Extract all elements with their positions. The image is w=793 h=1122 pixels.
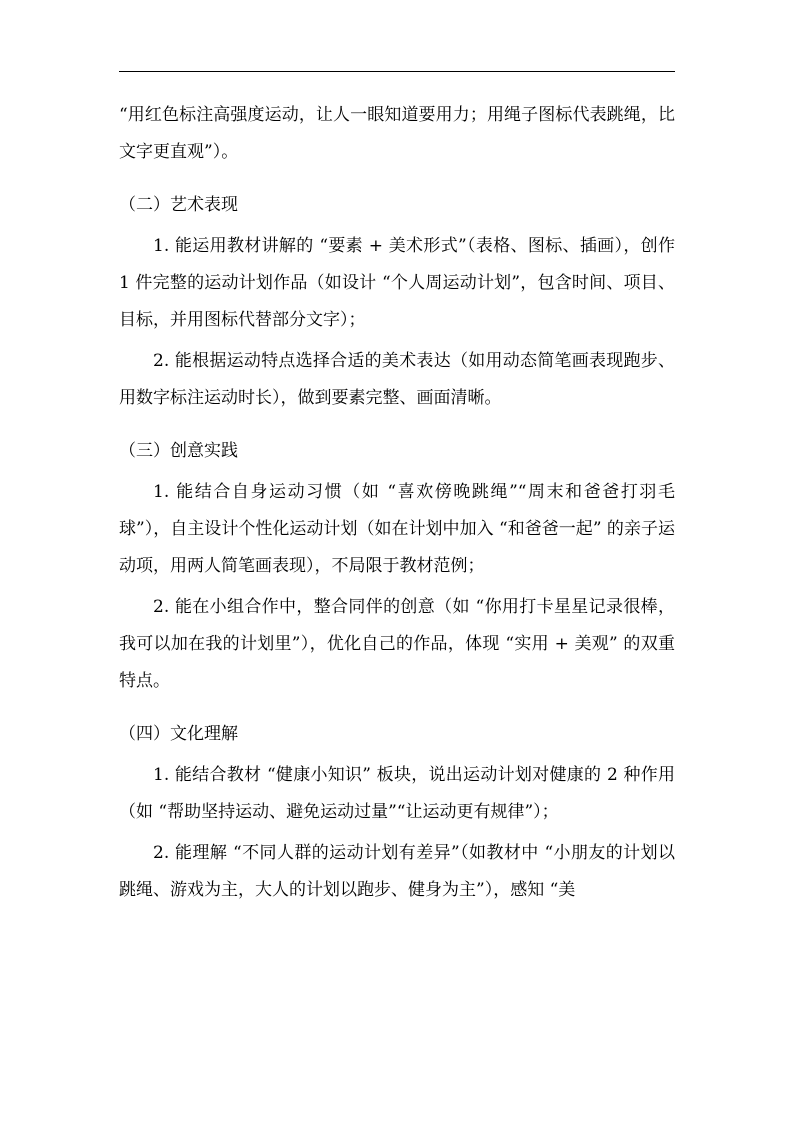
paragraph-creative-1: 1. 能结合自身运动习惯（如 “喜欢傍晚跳绳”“周末和爸爸打羽毛球”），自主设计个性化运动计划（如在计划中加入 “和爸爸一起” 的亲子运动项，用两人简笔画表现），不局限于教材范例；: [119, 482, 675, 576]
document-body: [119, 97, 675, 909]
paragraph-art-1: 1. 能运用教材讲解的 “要素 + 美术形式”（表格、图标、插画），创作 1 件完整的运动计划作品（如设计 “个人周运动计划”，包含时间、项目、目标，并用图标代替部分文字）；: [119, 236, 675, 330]
section-heading-art-expression: （二）艺术表现: [119, 195, 238, 215]
paragraph-creative-2: 2. 能在小组合作中，整合同伴的创意（如 “你用打卡星星记录很棒，我可以加在我的计划里”），优化自己的作品，体现 “实用 + 美观” 的双重特点。: [119, 597, 675, 691]
paragraph-continuation: “用红色标注高强度运动，让人一眼知道要用力；用绳子图标代表跳绳，比文字更直观”）。: [119, 105, 675, 162]
paragraph-culture-2: 2. 能理解 “不同人群的运动计划有差异”（如教材中 “小朋友的计划以跳绳、游戏为主，大人的计划以跑步、健身为主”），感知 “美: [119, 843, 675, 900]
paragraph-art-2: 2. 能根据运动特点选择合适的美术表达（如用动态简笔画表现跑步、用数字标注运动时长），做到要素完整、画面清晰。: [119, 351, 675, 408]
section-heading-cultural-understanding: （四）文化理解: [119, 724, 238, 744]
header-rule: [119, 71, 675, 72]
paragraph-culture-1: 1. 能结合教材 “健康小知识” 板块，说出运动计划对健康的 2 种作用（如 “帮助坚持运动、避免运动过量”“让运动更有规律”）；: [119, 765, 675, 822]
section-heading-creative-practice: （三）创意实践: [119, 441, 238, 461]
